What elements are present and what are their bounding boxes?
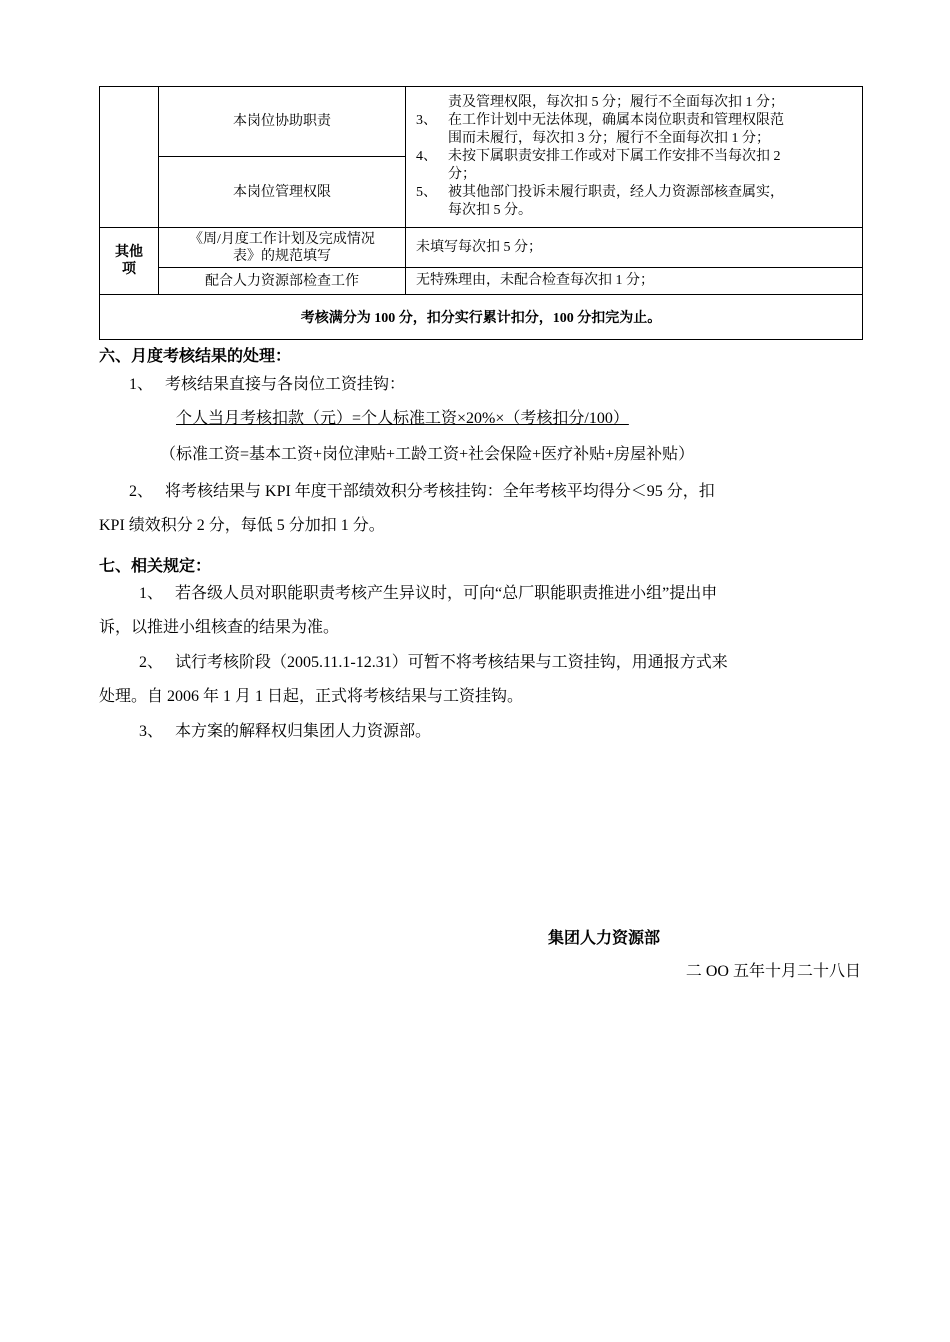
deduction-rules-cell: [406, 87, 863, 228]
rule-line: 围而未履行，每次扣 3 分；履行不全面每次扣 1 分；: [448, 131, 770, 146]
rule-number: 4、: [416, 149, 437, 164]
section-7-item-2-cont: 处理。自 2006 年 1 月 1 日起，正式将考核结果与工资挂钩。: [99, 688, 524, 705]
section-6-item-2: [129, 475, 715, 509]
item-number: 2、: [129, 483, 154, 500]
item-text: 本方案的解释权归集团人力资源部。: [175, 723, 432, 740]
item-cell-empty: [100, 87, 159, 228]
row-standard: 未填写每次扣 5 分；: [406, 228, 863, 268]
table-row: [100, 295, 863, 340]
item-text: 若各级人员对职能职责考核产生异议时，可向“总厂职能职责推进小组”提出申: [175, 585, 718, 602]
section-7-heading: 七、相关规定：: [99, 558, 212, 575]
row-name: [159, 228, 406, 268]
section-6-item-1: [129, 368, 405, 402]
rule-3: [416, 112, 862, 148]
item-number: 1、: [129, 376, 154, 393]
rule-number: 5、: [416, 185, 437, 200]
rule-number: 3、: [416, 113, 437, 128]
assessment-table: [99, 86, 863, 340]
section-7-item-1-cont: 诉，以推进小组核查的结果为准。: [99, 619, 340, 636]
rule-line: 每次扣 5 分。: [448, 203, 532, 218]
rule-line: 在工作计划中无法体现，确属本岗位职责和管理权限范: [448, 113, 784, 128]
item-number: 1、: [139, 585, 164, 602]
row-name: 配合人力资源部检查工作: [159, 268, 406, 295]
item-text: 考核结果直接与各岗位工资挂钩：: [165, 376, 406, 393]
item-text: 将考核结果与 KPI 年度干部绩效积分考核挂钩：全年考核平均得分＜95 分，扣: [165, 483, 715, 500]
item-number: 3、: [139, 723, 164, 740]
section-6-heading: 六、月度考核结果的处理：: [99, 348, 292, 365]
item-number: 2、: [139, 654, 164, 671]
table-row: [100, 87, 863, 157]
rule-4: [416, 148, 862, 184]
rule-5: [416, 184, 862, 220]
total-note: 考核满分为 100 分，扣分实行累计扣分，100 分扣完为止。: [100, 295, 863, 340]
row-name: 本岗位协助职责: [159, 87, 406, 157]
rule-line: 被其他部门投诉未履行职责，经人力资源部核查属实，: [448, 185, 784, 200]
signature-department: 集团人力资源部: [548, 930, 661, 947]
rule-text: [448, 184, 862, 220]
row-name: 本岗位管理权限: [159, 157, 406, 228]
section-7-item-1: [139, 577, 717, 611]
signature-date: 二 OO 五年十月二十八日: [685, 963, 861, 980]
other-item-cell: [100, 228, 159, 295]
item-text: 试行考核阶段（2005.11.1-12.31）可暂不将考核结果与工资挂钩，用通报方式来: [175, 654, 728, 671]
formula: 个人当月考核扣款（元）=个人标准工资×20%×（考核扣分/100）: [176, 410, 629, 427]
row-name-line: 《周/月度工作计划及完成情况: [189, 231, 375, 247]
row-standard: 无特殊理由，未配合检查每次扣 1 分；: [406, 268, 863, 295]
row-name-line: 表》的规范填写: [233, 248, 331, 264]
formula-note: （标准工资=基本工资+岗位津贴+工龄工资+社会保险+医疗补贴+房屋补贴）: [160, 446, 695, 463]
rule-line: 未按下属职责安排工作或对下属工作安排不当每次扣 2: [448, 149, 781, 164]
table-row: [100, 228, 863, 268]
item-label: 项: [122, 262, 136, 277]
rule-text: [448, 112, 862, 148]
rule-text: [448, 148, 862, 184]
rule-line: 分；: [448, 167, 476, 182]
table-row: [100, 268, 863, 295]
section-7-item-2: [139, 646, 728, 680]
rule-continued: 责及管理权限，每次扣 5 分；履行不全面每次扣 1 分；: [448, 95, 784, 110]
item-label: 其他: [115, 245, 143, 260]
section-7-item-3: [139, 715, 431, 749]
section-6-item-2-cont: KPI 绩效积分 2 分，每低 5 分加扣 1 分。: [99, 517, 385, 534]
